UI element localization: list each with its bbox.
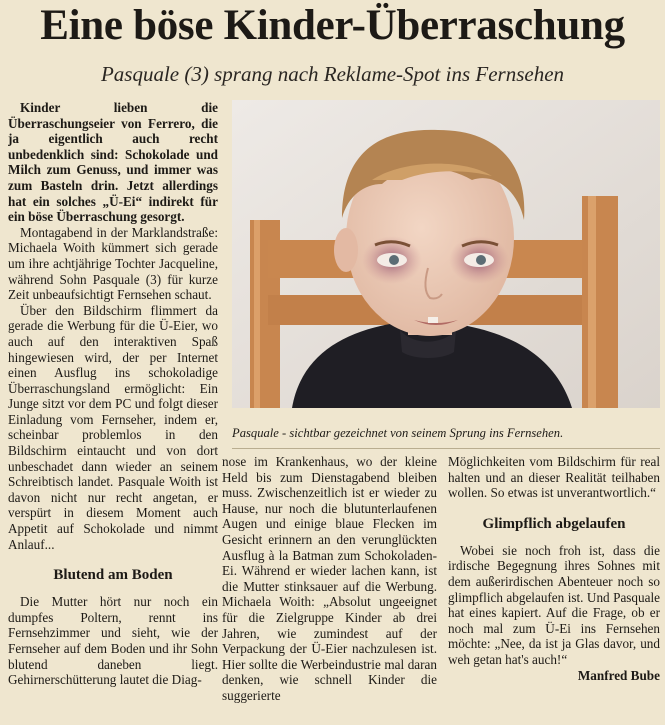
child-portrait-illustration: [232, 100, 660, 408]
article-column-1: [8, 100, 218, 725]
article-subheadline: Pasquale (3) sprang nach Reklame-Spot ins Fernsehen: [100, 62, 565, 86]
body-paragraph: nose im Krankenhaus, wo der kleine Held bis zum Dienstagabend bleiben muss. Zwischenzeitlich ist er wieder zu Hause, nur noch die blutunterlaufenen Augen und einige blaue Flecken im Gesicht erinnern an den verunglückten Ausflug à la Batman zum Schokoladen-Ei. Während er wieder lachen kann, ist die Mutter stinksauer auf die Werbung. Michaela Woith: „Absolut ungeeignet für die Zielgruppe Kinder ab drei Jahren, wie zumindest auf der Verpackung der Ü-Eier nachzulesen ist. Hier sollte die Werbeindustrie mal daran denken, wie schnell Kinder die suggerierte: [222, 454, 437, 703]
section-heading: Blutend am Boden: [53, 567, 173, 584]
article-photo: [232, 100, 660, 408]
caption-divider: [232, 448, 660, 449]
body-paragraph: Die Mutter hört nur noch ein dumpfes Poltern, rennt ins Fernsehzimmer und sieht, wie der Fernseher auf dem Boden und ihr Sohn blutend daneben liegt. Gehirnerschütterung lautet die Diag-: [8, 594, 218, 688]
article-column-2: [222, 454, 437, 725]
lead-paragraph: Kinder lieben die Überraschungseier von Ferrero, die ja eigentlich auch recht unbedenklich sind: Schokolade und Milch zum Genuss, und immer was zum Basteln drin. Jetzt allerdings hat ein solches „Ü-Ei“ indirekt für ein böse Überraschung gesorgt.: [8, 100, 218, 225]
body-paragraph: Über den Bildschirm flimmert da gerade die Werbung für die Ü-Eier, wo auch auf den interaktiven Spaß hingewiesen wird, der per Internet einen Ausflug ins schokoladige Überraschungsland ermöglicht: Ein Junge sitzt vor dem PC und folgt dieser Einladung vom Fernseher, indem er, scheinbar problemlos in den Bildschirm eintaucht und von dort unbeschadet dann wieder an seinem Schreibtisch landet. Pasquale Woith ist davon nicht nur recht angetan, er verspürt in diesem Moment auch Appetit auf Schokolade und nimmt Anlauf...: [8, 302, 218, 552]
body-paragraph: Möglichkeiten vom Bildschirm für real halten und an dieser Realität teilhaben wollen. So etwas ist unverantwortlich.“: [448, 454, 660, 501]
body-paragraph: Montagabend in der Marklandstraße: Michaela Woith kümmert sich gerade um ihre achtjährige Tochter Jacqueline, während Sohn Pasquale (3) für kurze Zeit unbeaufsichtigt Fernsehen schaut.: [8, 224, 218, 303]
photo-caption: Pasquale - sichtbar gezeichnet von seinem Sprung ins Fernsehen.: [232, 426, 564, 440]
article-headline: Eine böse Kinder-Überraschung: [40, 2, 625, 49]
body-paragraph: Wobei sie noch froh ist, dass die irdische Begegnung ihres Sohnes mit dem außerirdischen Abenteuer noch so glimpflich abgelaufen ist. Und Pasquale hat eines kapiert. Auf die Frage, ob er noch mal zum Ü-Ei ins Fernsehen möchte: „Nee, da ist ja Glas davor, und weh getan hat's auch!“: [448, 542, 660, 667]
section-heading: Glimpflich abgelaufen: [482, 515, 626, 532]
article-column-3: [448, 454, 660, 725]
author-byline: Manfred Bube: [577, 667, 660, 683]
